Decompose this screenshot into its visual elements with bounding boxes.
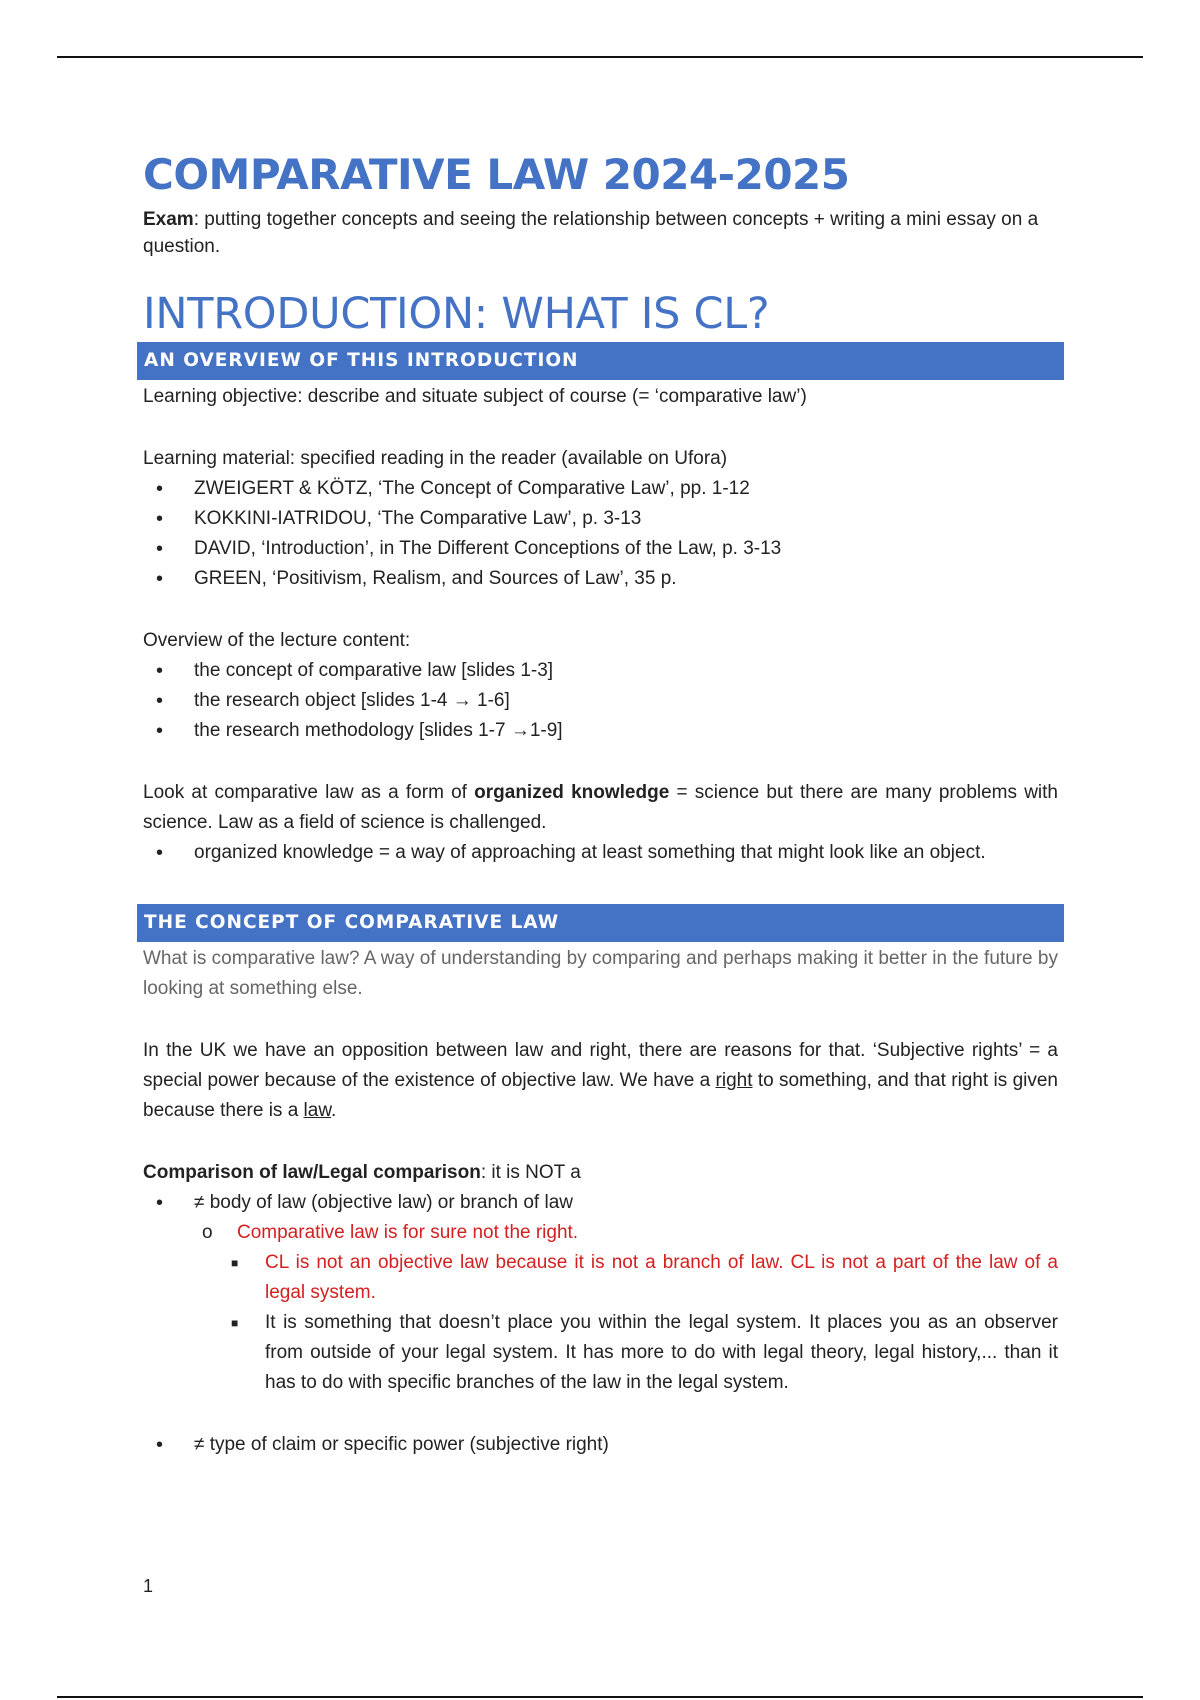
underlined-term: right: [715, 1070, 753, 1091]
exam-paragraph: [143, 206, 1058, 260]
concept-question: What is comparative law? A way of understanding by comparing and perhaps making it better in the future by looking at something else.: [143, 948, 1058, 999]
list-item: • the research methodology [slides 1-7 →1-9]: [143, 716, 1058, 746]
document-title: COMPARATIVE LAW 2024-2025: [143, 150, 850, 199]
list-item-text: It is something that doesn’t place you within the legal system. It places you as an observer from outside of your legal system. It has more to do with legal theory, legal history,... than it has to do with specific branches of the law in the legal system.: [265, 1312, 1058, 1393]
sub-sub-list: [143, 1248, 1058, 1398]
document-page: [143, 150, 1058, 1460]
text-run: to something, and that right is given because there is a: [143, 1070, 1058, 1121]
list-item-text: ≠ body of law (objective law) or branch of law: [194, 1192, 573, 1213]
overview-banner: AN OVERVIEW OF THIS INTRODUCTION: [137, 342, 1064, 380]
page-number: 1: [143, 1576, 154, 1596]
lecture-overview-intro: Overview of the lecture content:: [143, 630, 411, 651]
list-item: • ZWEIGERT & KÖTZ, ‘The Concept of Comparative Law’, pp. 1-12: [143, 474, 1058, 504]
list-item: • KOKKINI-IATRIDOU, ‘The Comparative Law’, p. 3-13: [143, 504, 1058, 534]
list-item-text: CL is not an objective law because it is not a branch of law. CL is not a part of the law of a legal system.: [265, 1252, 1058, 1303]
comparison-paragraph: [143, 1158, 1058, 1188]
lecture-list: [143, 656, 1058, 746]
list-item: [143, 1218, 1058, 1248]
footer-rule: [57, 1696, 1143, 1698]
uk-paragraph: [143, 1036, 1058, 1126]
concept-banner: THE CONCEPT OF COMPARATIVE LAW: [137, 904, 1064, 942]
list-item: • ≠ type of claim or specific power (subjective right): [143, 1430, 1058, 1460]
list-item: • GREEN, ‘Positivism, Realism, and Sources of Law’, 35 p.: [143, 564, 1058, 594]
not-list-2: [143, 1430, 1058, 1460]
list-item-text: Comparative law is for sure not the right.: [237, 1222, 579, 1243]
list-marker: ■: [231, 1316, 239, 1330]
list-item: • organized knowledge = a way of approaching at least something that might look like an object.: [143, 838, 1058, 868]
organized-knowledge-list: [143, 838, 1058, 868]
learning-material-intro: Learning material: specified reading in the reader (available on Ufora): [143, 448, 728, 469]
list-marker: o: [202, 1222, 213, 1243]
materials-list: [143, 474, 1058, 594]
underlined-term: law: [303, 1100, 332, 1121]
text-run: In the UK we have an opposition between law and right, there are reasons for that. ‘Subjective rights’ = a special power because of the existence of objective law. We have a: [143, 1040, 1058, 1091]
header-rule: [57, 56, 1143, 58]
list-item: [143, 1248, 1058, 1308]
list-item: [143, 1188, 1058, 1218]
text-run: .: [331, 1100, 337, 1121]
exam-text: : putting together concepts and seeing the relationship between concepts + writing a mini essay on a question.: [143, 209, 1039, 257]
organized-knowledge-paragraph: [143, 778, 1058, 838]
list-item: • DAVID, ‘Introduction’, in The Different Conceptions of the Law, p. 3-13: [143, 534, 1058, 564]
list-marker: ■: [231, 1256, 239, 1270]
not-list: [143, 1188, 1058, 1218]
list-item: • the concept of comparative law [slides 1-3]: [143, 656, 1058, 686]
list-item: [143, 1308, 1058, 1398]
section-heading: INTRODUCTION: WHAT IS CL?: [143, 289, 770, 339]
text-run: = science but there are many problems with science. Law as a field of science is challenged.: [143, 782, 1058, 833]
bold-term: organized knowledge: [474, 782, 670, 803]
sub-list: [143, 1218, 1058, 1248]
exam-label: Exam: [143, 209, 194, 230]
text-run: Look at comparative law as a form of: [143, 782, 475, 803]
bold-term: Comparison of law/Legal comparison: [143, 1162, 481, 1183]
text-run: : it is NOT a: [480, 1162, 581, 1183]
list-item: • the research object [slides 1-4 → 1-6]: [143, 686, 1058, 716]
learning-objective: Learning objective: describe and situate subject of course (= ‘comparative law’): [143, 386, 807, 407]
